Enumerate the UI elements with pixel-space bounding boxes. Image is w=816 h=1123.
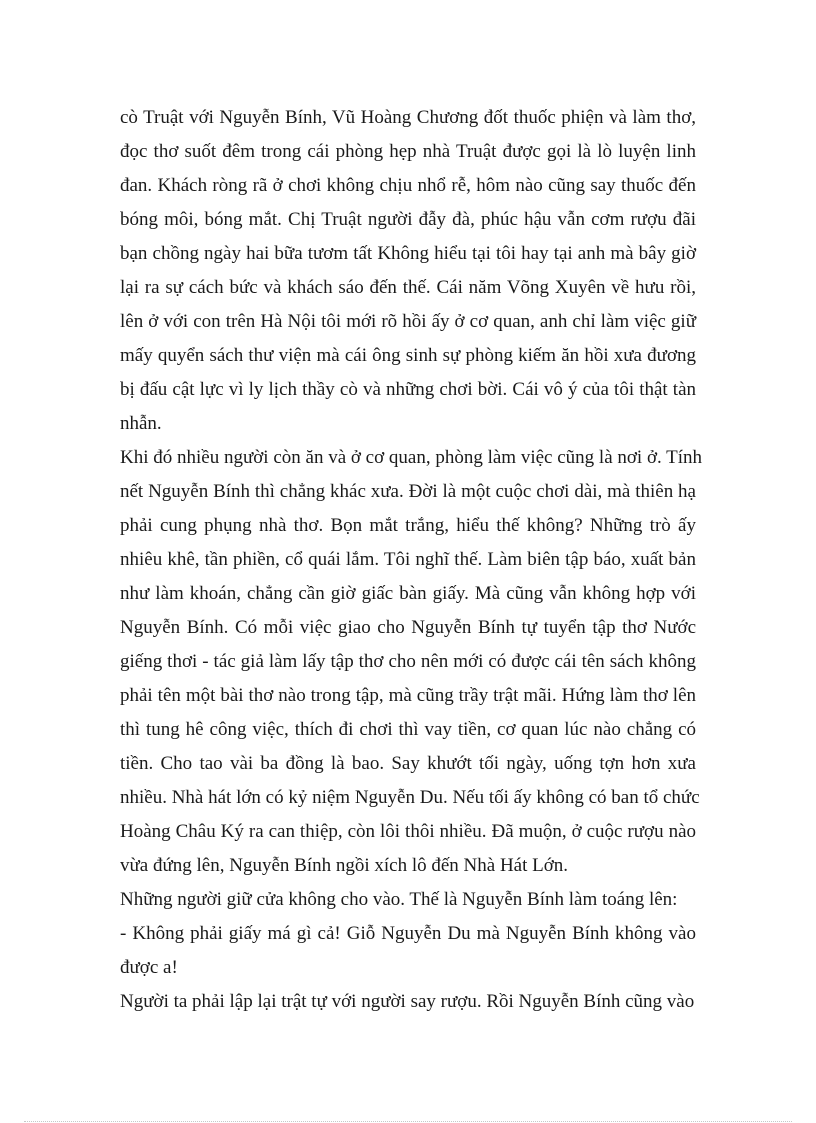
text-line: đọc thơ suốt đêm trong cái phòng hẹp nhà Truật được gọi là lò luyện linh	[120, 141, 696, 162]
text-line: nhiêu khê, tần phiền, cổ quái lắm. Tôi nghĩ thế. Làm biên tập báo, xuất bản	[120, 549, 696, 570]
text-line: nết Nguyễn Bính thì chẳng khác xưa. Đời là một cuộc chơi dài, mà thiên hạ	[120, 481, 696, 502]
text-line: phải tên một bài thơ nào trong tập, mà cũng trầy trật mãi. Hứng làm thơ lên	[120, 685, 696, 706]
text-line: tiền. Cho tao vài ba đồng là bao. Say khướt tối ngày, uống tợn hơn xưa	[120, 753, 696, 774]
text-line: vừa đứng lên, Nguyễn Bính ngồi xích lô đến Nhà Hát Lớn.	[120, 855, 569, 876]
text-line: Nguyễn Bính. Có mỗi việc giao cho Nguyễn Bính tự tuyển tập thơ Nước	[120, 617, 696, 638]
paragraph	[120, 883, 696, 917]
text-line: nhẫn.	[120, 413, 162, 434]
text-line: bóng môi, bóng mắt. Chị Truật người đẫy đà, phúc hậu vẫn cơm rượu đãi	[120, 209, 696, 230]
text-line: phải cung phụng nhà thơ. Bọn mắt trắng, hiểu thế không? Những trò ấy	[120, 515, 696, 536]
text-line: đan. Khách ròng rã ở chơi không chịu nhổ rễ, hôm nào cũng say thuốc đến	[120, 175, 696, 196]
body-text	[120, 101, 703, 1019]
paragraph	[120, 985, 696, 1019]
text-line: Hoàng Châu Ký ra can thiệp, còn lôi thôi nhiều. Đã muộn, ở cuộc rượu nào	[120, 821, 696, 842]
text-line: bạn chồng ngày hai bữa tươm tất Không hiểu tại tôi hay tại anh mà bây giờ	[120, 243, 696, 264]
text-line: như làm khoán, chẳng cần giờ giấc bàn giấy. Mà cũng vẫn không hợp với	[120, 583, 696, 604]
text-line: cò Truật với Nguyễn Bính, Vũ Hoàng Chương đốt thuốc phiện và làm thơ,	[120, 107, 696, 128]
text-line: được a!	[120, 957, 178, 978]
text-line: nhiều. Nhà hát lớn có kỷ niệm Nguyễn Du. Nếu tối ấy không có ban tổ chức	[120, 787, 700, 808]
text-line: - Không phải giấy má gì cả! Giỗ Nguyễn Du mà Nguyễn Bính không vào	[120, 923, 696, 944]
text-line: Người ta phải lập lại trật tự với người say rượu. Rồi Nguyễn Bính cũng vào	[120, 991, 695, 1012]
text-line: Những người giữ cửa không cho vào. Thế là Nguyễn Bính làm toáng lên:	[120, 889, 678, 910]
text-line: mấy quyển sách thư viện mà cái ông sinh sự phòng kiếm ăn hồi xưa đương	[120, 345, 696, 366]
text-line: thì tung hê công việc, thích đi chơi thì vay tiền, cơ quan lúc nào chẳng có	[120, 719, 696, 740]
text-line: lại ra sự cách bức và khách sáo đến thế. Cái năm Võng Xuyên về hưu rồi,	[120, 277, 696, 298]
text-line: bị đấu cật lực vì ly lịch thầy cò và những chơi bời. Cái vô ý của tôi thật tàn	[120, 379, 696, 400]
text-line: lên ở với con trên Hà Nội tôi mới rõ hồi ấy ở cơ quan, anh chỉ làm việc giữ	[120, 311, 696, 332]
text-line: Khi đó nhiều người còn ăn và ở cơ quan, phòng làm việc cũng là nơi ở. Tính	[120, 447, 703, 468]
paragraph	[120, 101, 696, 441]
paragraph	[120, 917, 696, 985]
text-line: giếng thơi - tác giả làm lấy tập thơ cho nên mới có được cái tên sách không	[120, 651, 696, 672]
paragraph	[120, 441, 703, 883]
footer-divider	[24, 1121, 792, 1122]
